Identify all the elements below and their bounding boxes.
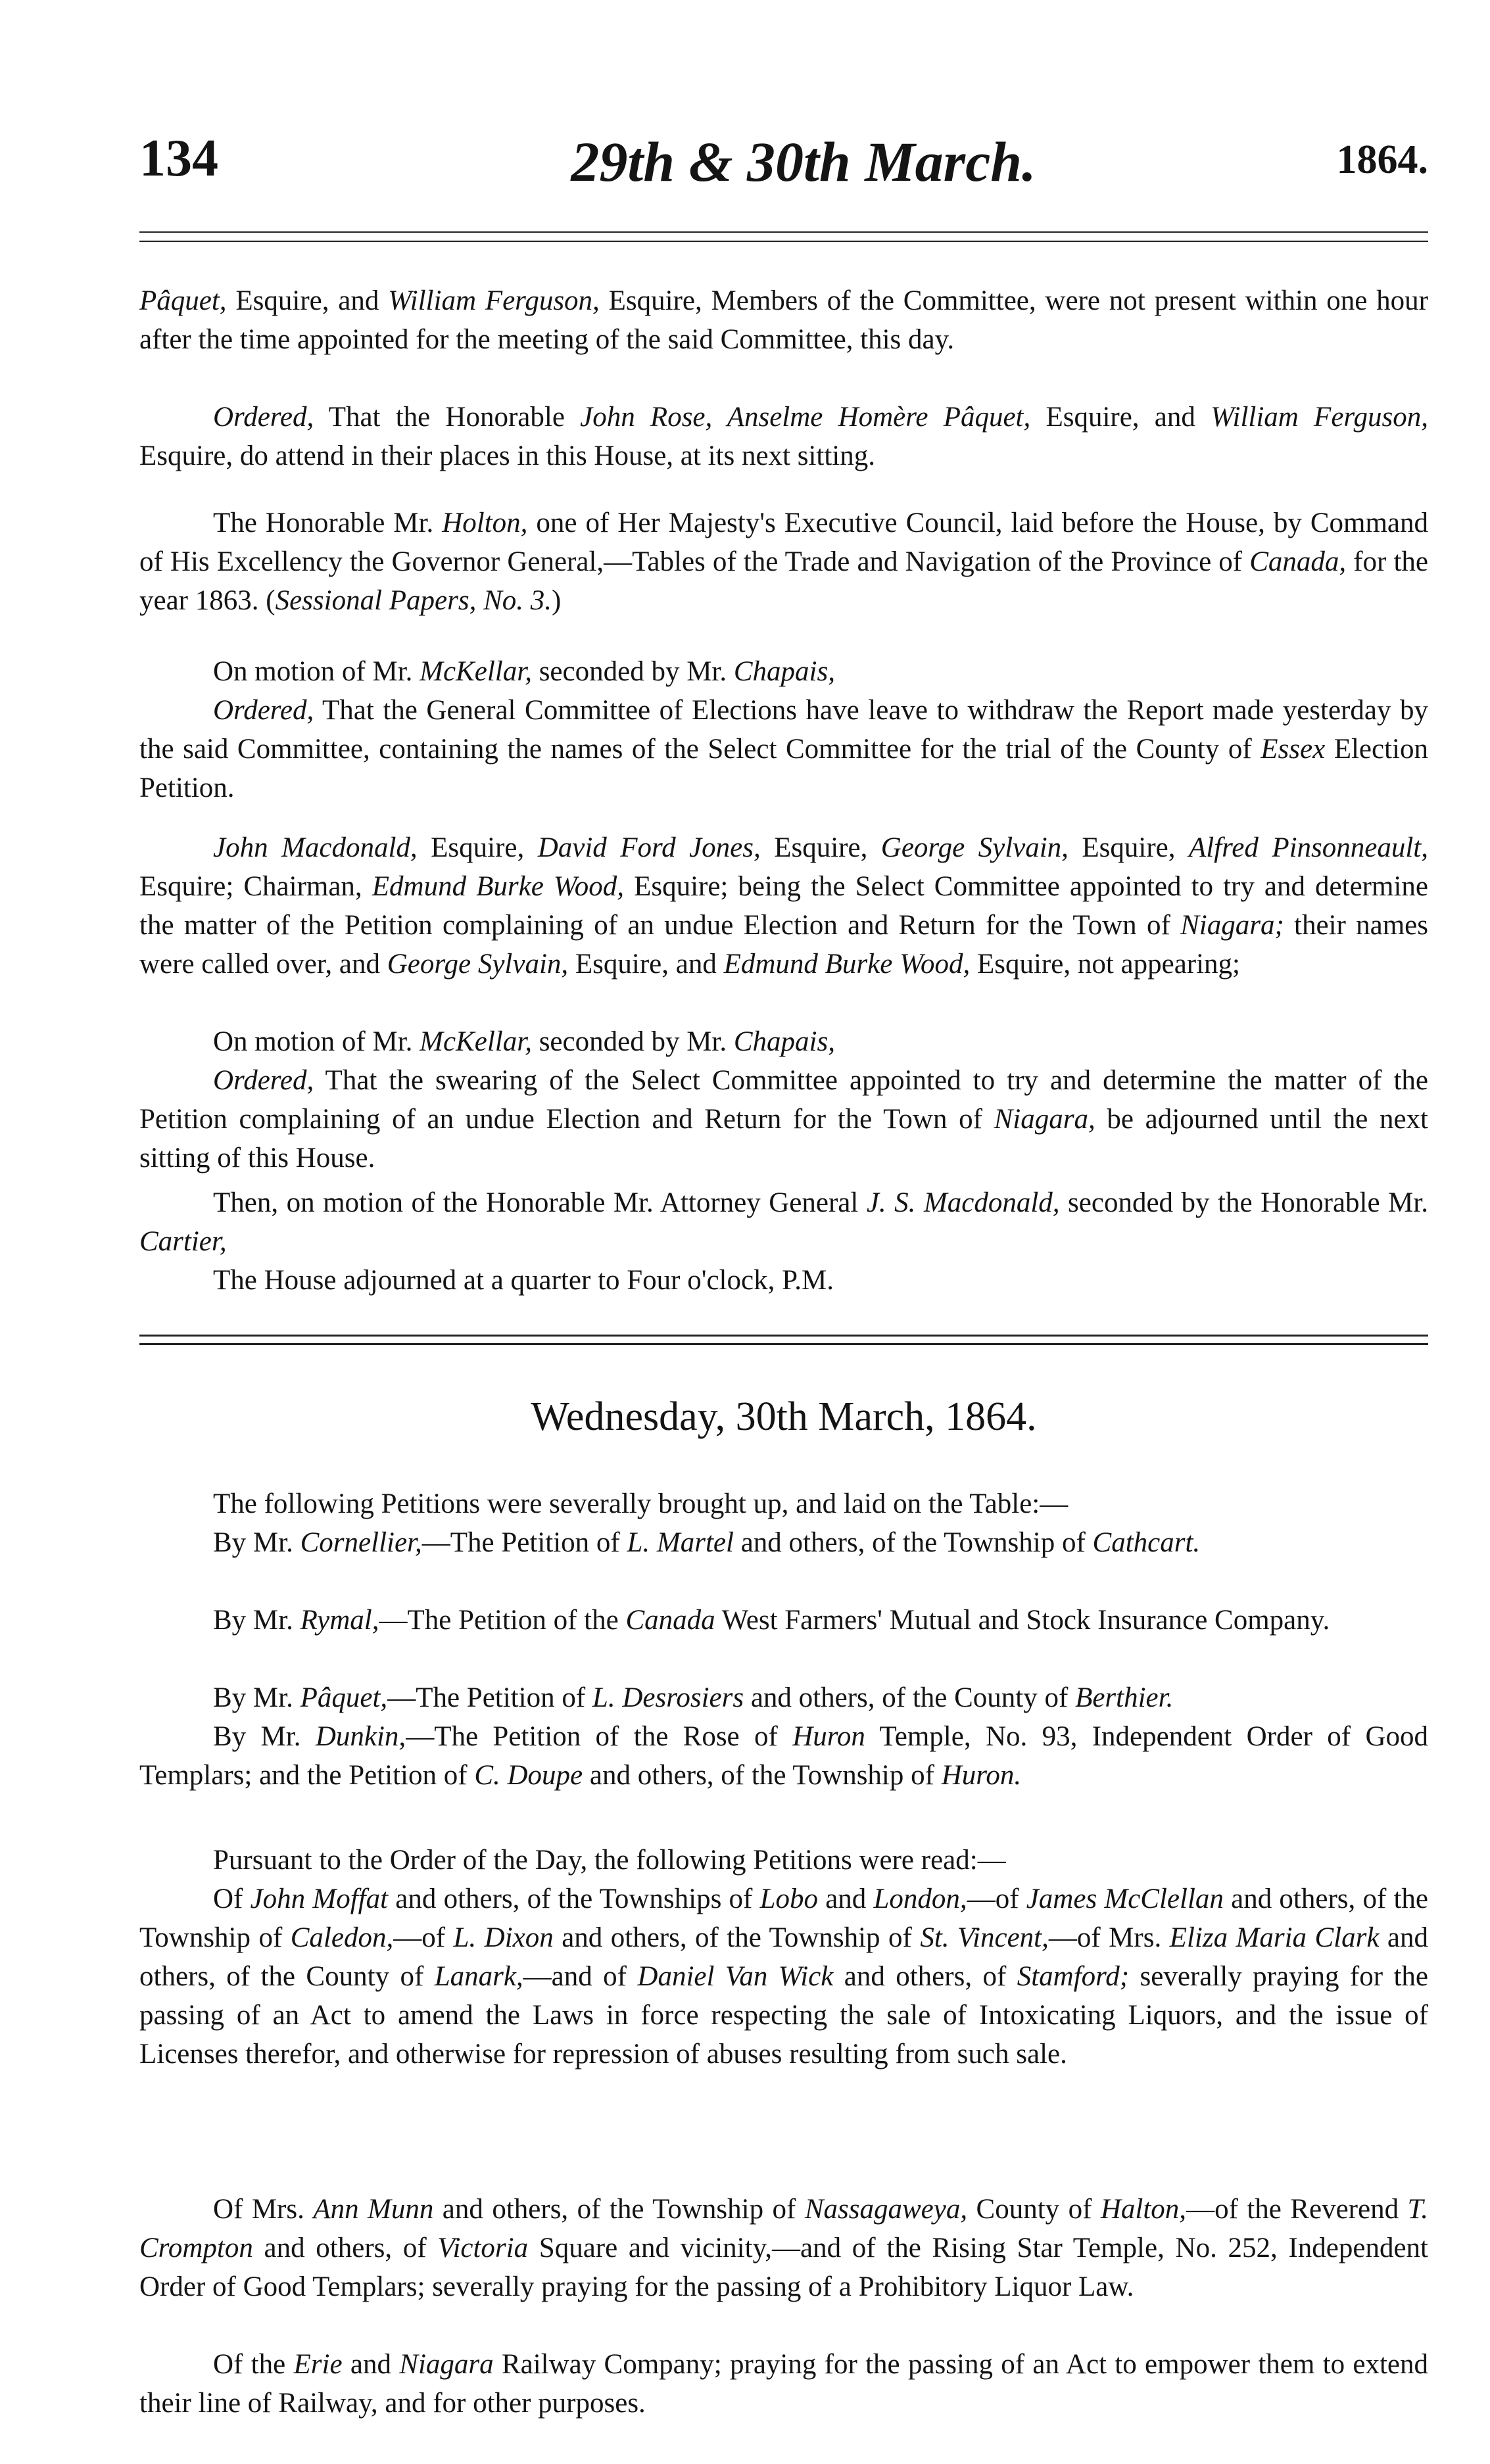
paragraph: Ordered, That the swearing of the Select Committee appointed to try and determine the matter of the Petition complaining of an undue Election and Return for the Town of Niagara, be adjourned until the next sitting of this House. [139, 1065, 1428, 1173]
section-rule [139, 1335, 1428, 1345]
paragraph: By Mr. Rymal,—The Petition of the Canada West Farmers' Mutual and Stock Insurance Company. [213, 1605, 1330, 1636]
section-heading: Wednesday, 30th March, 1864. [531, 1394, 1037, 1439]
paragraph: By Mr. Cornellier,—The Petition of L. Martel and others, of the Township of Cathcart. [213, 1527, 1201, 1558]
paragraph: Of John Moffat and others, of the Townships of Lobo and London,—of James McClellan and others, of the Township of Caledon,—of L. Dixon and others, of the Township of St. Vincent,—of Mrs. Eliza Maria Clark and others, of the County of Lanark,—and of Daniel Van Wick and others, of Stamford; severally praying for the passing of an Act to amend the Laws in force respecting the sale of Intoxicating Liquors, and the issue of Licenses therefor, and otherwise for repression of abuses resulting from such sale. [139, 1884, 1429, 2070]
paragraph: Of Mrs. Ann Munn and others, of the Township of Nassagaweya, County of Halton,—of the Reverend T. Crompton and others, of Victoria Square and vicinity,—and of the Rising Star Temple, No. 252, Independent Order of Good Templars; severally praying for the passing of a Prohibitory Liquor Law. [139, 2194, 1428, 2302]
paragraph: The Honorable Mr. Holton, one of Her Majesty's Executive Council, laid before the House, by Command of His Excellency the Governor General,—Tables of the Trade and Navigation of the Province of Canada, for the year 1863. (Sessional Papers, No. 3.) [139, 508, 1428, 616]
page-header [139, 129, 1428, 201]
paragraph: The House adjourned at a quarter to Four o'clock, P.M. [213, 1265, 834, 1296]
page-number: 134 [139, 130, 218, 187]
paragraph: On motion of Mr. McKellar, seconded by Mr. Chapais, [213, 1026, 835, 1057]
running-title: 29th & 30th March. [571, 130, 1036, 193]
paragraph: Pâquet, Esquire, and William Ferguson, Esquire, Members of the Committee, were not present within one hour after the time appointed for the meeting of the said Committee, this day. [139, 285, 1429, 355]
paragraph: By Mr. Dunkin,—The Petition of the Rose of Huron Temple, No. 93, Independent Order of Good Templars; and the Petition of C. Doupe and others, of the Township of Huron. [139, 1721, 1428, 1791]
paragraph: The following Petitions were severally brought up, and laid on the Table:— [213, 1488, 1069, 1519]
paragraph: Ordered, That the Honorable John Rose, Anselme Homère Pâquet, Esquire, and William Ferguson, Esquire, do attend in their places in this House, at its next sitting. [139, 402, 1429, 471]
paragraph: On motion of Mr. McKellar, seconded by Mr. Chapais, [213, 656, 835, 687]
paragraph: John Macdonald, Esquire, David Ford Jones, Esquire, George Sylvain, Esquire, Alfred Pinsonneault, Esquire; Chairman, Edmund Burke Wood, Esquire; being the Select Committee appointed to try and determine the matter of the Petition complaining of an undue Election and Return for the Town of Niagara; their names were called over, and George Sylvain, Esquire, and Edmund Burke Wood, Esquire, not appearing; [139, 832, 1429, 980]
paragraph: Ordered, That the General Committee of Elections have leave to withdraw the Report made yesterday by the said Committee, containing the names of the Select Committee for the trial of the County of Essex Election Petition. [139, 695, 1428, 803]
paragraph: Pursuant to the Order of the Day, the following Petitions were read:— [213, 1845, 1006, 1876]
paragraph: Then, on motion of the Honorable Mr. Attorney General J. S. Macdonald, seconded by the Honorable Mr. Cartier, [139, 1187, 1428, 1257]
paragraph: Of the Erie and Niagara Railway Company; praying for the passing of an Act to empower them to extend their line of Railway, and for other purposes. [139, 2349, 1428, 2419]
header-year: 1864. [1336, 137, 1428, 182]
paragraph: By Mr. Pâquet,—The Petition of L. Desrosiers and others, of the County of Berthier. [213, 1682, 1174, 1713]
header-rule [139, 231, 1428, 242]
